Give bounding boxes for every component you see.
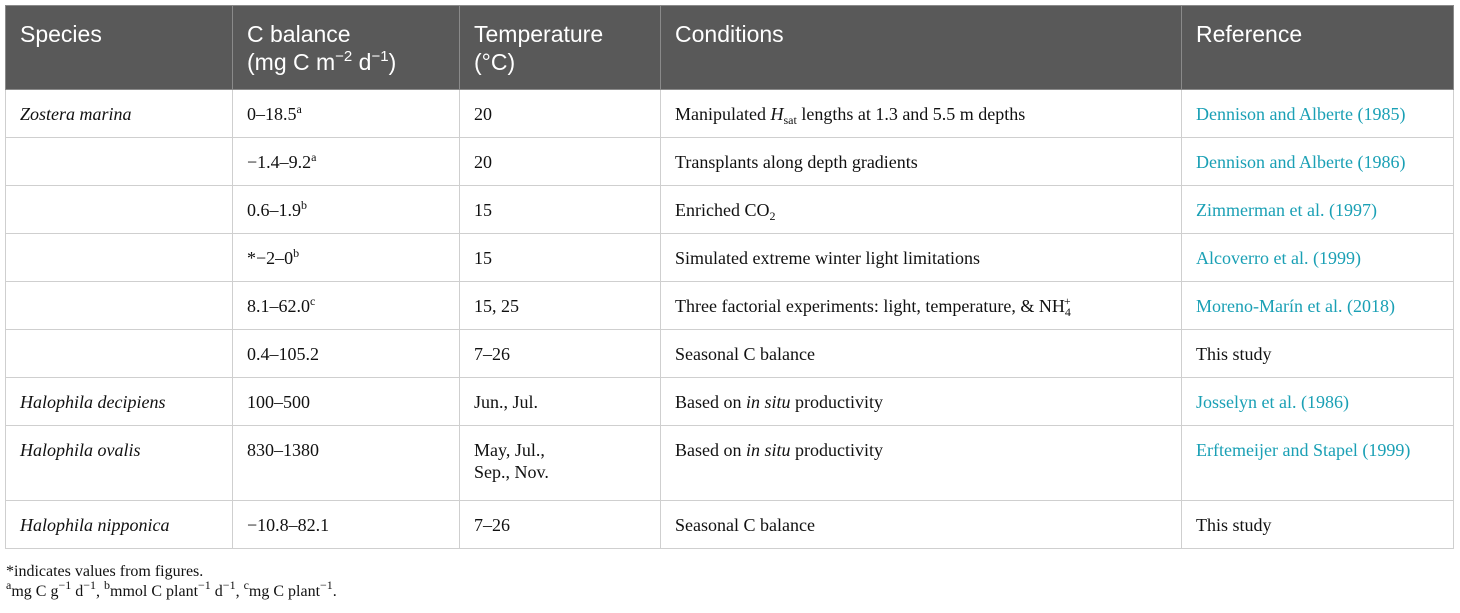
reference-cell: This study (1182, 330, 1454, 378)
species-cell: Halophila ovalis (6, 426, 233, 501)
temperature-cell: Jun., Jul. (460, 378, 661, 426)
species-cell: Halophila nipponica (6, 501, 233, 549)
header-temperature: Temperature (°C) (460, 6, 661, 90)
header-row (6, 6, 1454, 90)
temperature-cell: 15, 25 (460, 282, 661, 330)
conditions-cell: Based on in situ productivity (661, 378, 1182, 426)
species-cell (6, 138, 233, 186)
temperature-cell: 7–26 (460, 501, 661, 549)
header-species: Species (6, 6, 233, 90)
table-row (6, 138, 1454, 186)
conditions-cell: Based on in situ productivity (661, 426, 1182, 501)
table-row (6, 90, 1454, 138)
temperature-cell: 20 (460, 90, 661, 138)
reference-link[interactable]: Alcoverro et al. (1999) (1182, 234, 1454, 282)
header-conditions: Conditions (661, 6, 1182, 90)
table-row (6, 426, 1454, 501)
conditions-cell: Three factorial experiments: light, temperature, & $NH_4^+$ (661, 282, 1182, 330)
c-balance-table (5, 5, 1454, 549)
table-row (6, 234, 1454, 282)
table-row (6, 378, 1454, 426)
species-cell (6, 186, 233, 234)
reference-link[interactable]: Josselyn et al. (1986) (1182, 378, 1454, 426)
reference-link[interactable]: Dennison and Alberte (1986) (1182, 138, 1454, 186)
footnote-star: *indicates values from figures. (6, 563, 204, 580)
temperature-cell: 7–26 (460, 330, 661, 378)
table-row (6, 501, 1454, 549)
species-cell: Halophila decipiens (6, 378, 233, 426)
conditions-cell: Seasonal C balance (661, 330, 1182, 378)
conditions-cell: Seasonal C balance (661, 501, 1182, 549)
footnote-units: $^a$mg C $g^{-1}$ $d^{-1}$, $^b$mmol C plant$^{-1}$ $d^{-1}$, $^c$mg C plant$^{-1}$. (6, 578, 337, 600)
conditions-cell: Transplants along depth gradients (661, 138, 1182, 186)
conditions-cell: Enriched $CO_2$ (661, 186, 1182, 234)
c-balance-cell: 100–500 (233, 378, 460, 426)
species-cell: Zostera marina (6, 90, 233, 138)
c-balance-cell: 8.1–62.0$^c$ (233, 282, 460, 330)
table-row (6, 330, 1454, 378)
table-wrapper (5, 5, 1453, 602)
species-cell (6, 282, 233, 330)
reference-link[interactable]: Moreno-Marín et al. (2018) (1182, 282, 1454, 330)
reference-cell: This study (1182, 501, 1454, 549)
temperature-cell: 20 (460, 138, 661, 186)
c-balance-cell: $*-2-0^b$ (233, 234, 460, 282)
temperature-cell: 15 (460, 234, 661, 282)
c-balance-cell: 0.6–1.9$^b$ (233, 186, 460, 234)
conditions-cell: Manipulated $H_{sat}$ lengths at 1.3 and 5.5 m depths (661, 90, 1182, 138)
reference-link[interactable]: Dennison and Alberte (1985) (1182, 90, 1454, 138)
table-row (6, 282, 1454, 330)
header-c-balance: C balance (mg C $m^{-2}$ $d^{-1}$) (233, 6, 460, 90)
c-balance-cell: 0.4–105.2 (233, 330, 460, 378)
temperature-cell: 15 (460, 186, 661, 234)
table-footnotes (5, 562, 1453, 602)
conditions-cell: Simulated extreme winter light limitations (661, 234, 1182, 282)
c-balance-cell: 830–1380 (233, 426, 460, 501)
species-cell (6, 234, 233, 282)
header-reference: Reference (1182, 6, 1454, 90)
c-balance-cell: −1.4–9.2$^a$ (233, 138, 460, 186)
species-cell (6, 330, 233, 378)
temperature-cell: May, Jul., Sep., Nov. (460, 426, 661, 501)
reference-link[interactable]: Zimmerman et al. (1997) (1182, 186, 1454, 234)
c-balance-cell: 0–18.5$^a$ (233, 90, 460, 138)
table-row (6, 186, 1454, 234)
reference-link[interactable]: Erftemeijer and Stapel (1999) (1182, 426, 1454, 501)
c-balance-cell: −10.8–82.1 (233, 501, 460, 549)
